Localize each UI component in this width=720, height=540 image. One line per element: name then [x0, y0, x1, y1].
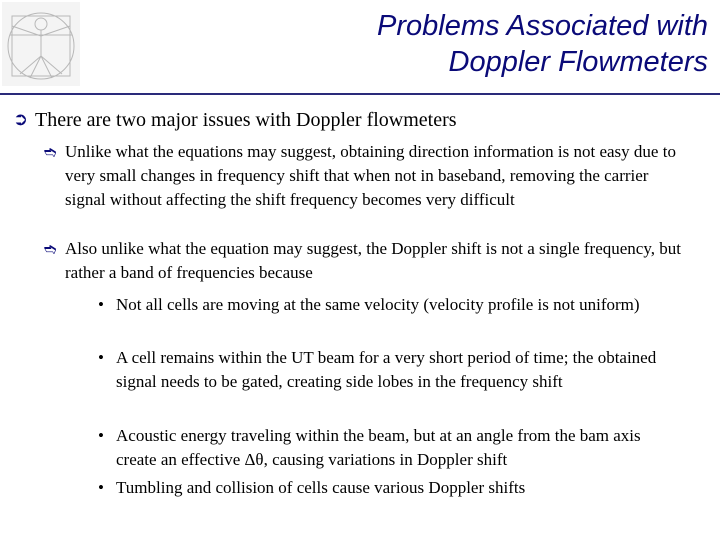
arrow-bullet-icon: ➲	[13, 109, 29, 130]
vitruvian-man-icon	[2, 2, 80, 86]
bullet-text: Not all cells are moving at the same velocity (velocity profile is not uniform)	[116, 295, 640, 314]
bullet-level2	[44, 237, 684, 285]
bullet-text: Unlike what the equations may suggest, obtaining direction information is not easy due to very small changes in frequency shift that when not in baseband, removing the carrier signal without affecting the shift frequency becomes very difficult	[65, 142, 676, 210]
subarrow-bullet-icon: ➬	[44, 143, 57, 161]
subarrow-bullet-icon: ➬	[44, 240, 57, 258]
bullet-level3	[98, 476, 682, 500]
title-divider	[0, 93, 720, 95]
bullet-level3	[98, 424, 682, 472]
bullet-level2	[44, 140, 684, 213]
bullet-level3	[98, 293, 682, 317]
slide-title	[188, 8, 708, 80]
title-line-1: Problems Associated with	[377, 10, 708, 42]
dot-bullet-icon: •	[98, 426, 104, 445]
dot-bullet-icon: •	[98, 348, 104, 367]
dot-bullet-icon: •	[98, 295, 104, 314]
bullet-level3	[98, 346, 682, 394]
bullet-text: A cell remains within the UT beam for a very short period of time; the obtained signal needs to be gated, creating side lobes in the frequency shift	[116, 348, 657, 392]
bullet-text: Tumbling and collision of cells cause various Doppler shifts	[116, 478, 526, 497]
bullet-text: There are two major issues with Doppler flowmeters	[35, 109, 457, 131]
bullet-text: Acoustic energy traveling within the beam, but at an angle from the bam axis create an effective Δθ, causing variations in Doppler shift	[116, 426, 641, 470]
bullet-text: Also unlike what the equation may suggest, the Doppler shift is not a single frequency, but rather a band of frequencies because	[65, 239, 681, 283]
title-line-2: Doppler Flowmeters	[448, 46, 708, 78]
dot-bullet-icon: •	[98, 478, 104, 497]
